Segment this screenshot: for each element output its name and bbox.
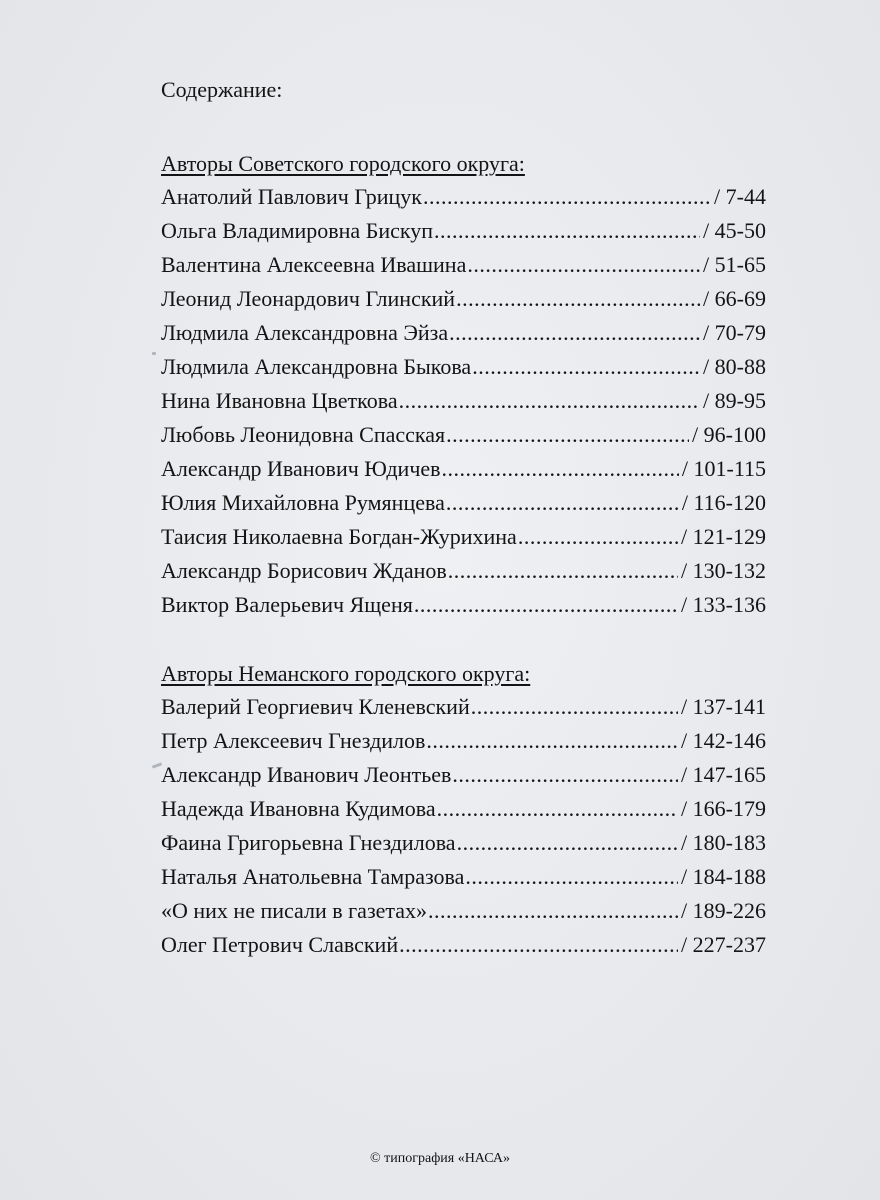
toc-entry xyxy=(161,418,766,452)
publisher-footer: © типография «НАСА» xyxy=(370,1151,510,1166)
toc-entry xyxy=(161,282,766,316)
entry-author-name: Ольга Владимировна Бискуп xyxy=(161,218,434,243)
entry-page-range: / 66-69 xyxy=(703,286,766,311)
toc-entry xyxy=(161,928,766,962)
entry-author-name: Валентина Алексеевна Ивашина xyxy=(161,252,467,277)
entry-page-range: / 116-120 xyxy=(681,490,766,515)
dot-leader xyxy=(449,316,700,350)
entry-author-name: Леонид Леонардович Глинский xyxy=(161,286,456,311)
toc-entry xyxy=(161,520,766,554)
dot-leader xyxy=(446,486,679,520)
entry-page-range: / 101-115 xyxy=(681,456,766,481)
entry-page-range: / 45-50 xyxy=(703,218,766,243)
entry-page-range: / 121-129 xyxy=(681,524,766,549)
entry-page-range: / 166-179 xyxy=(681,796,766,821)
entry-page-range: / 189-226 xyxy=(681,898,766,923)
entry-author-name: «О них не писали в газетах» xyxy=(161,898,428,923)
entry-author-name: Петр Алексеевич Гнездилов xyxy=(161,728,426,753)
dot-leader xyxy=(428,894,678,928)
entry-author-name: Александр Иванович Леонтьев xyxy=(161,762,452,787)
entry-author-name: Нина Ивановна Цветкова xyxy=(161,388,398,413)
entry-page-range: / 7-44 xyxy=(714,184,766,209)
entry-page-range: / 180-183 xyxy=(681,830,766,855)
toc-entry xyxy=(161,384,766,418)
dot-leader xyxy=(434,214,700,248)
dot-leader xyxy=(399,928,678,962)
entry-author-name: Надежда Ивановна Кудимова xyxy=(161,796,436,821)
entry-author-name: Олег Петрович Славский xyxy=(161,932,399,957)
toc-entry xyxy=(161,452,766,486)
entry-page-range: / 70-79 xyxy=(703,320,766,345)
entry-author-name: Анатолий Павлович Грицук xyxy=(161,184,422,209)
entry-page-range: / 51-65 xyxy=(703,252,766,277)
dot-leader xyxy=(446,418,689,452)
toc-entry xyxy=(161,690,766,724)
page-title: Содержание: xyxy=(161,77,283,102)
entry-page-range: / 147-165 xyxy=(681,762,766,787)
entry-author-name: Любовь Леонидовна Спасская xyxy=(161,422,446,447)
section-title: Авторы Неманского городского округа: xyxy=(161,661,531,686)
toc-entry xyxy=(161,350,766,384)
entry-author-name: Людмила Александровна Эйза xyxy=(161,320,449,345)
entry-author-name: Людмила Александровна Быкова xyxy=(161,354,472,379)
entry-author-name: Александр Иванович Юдичев xyxy=(161,456,441,481)
toc-entry xyxy=(161,248,766,282)
dot-leader xyxy=(426,724,678,758)
toc-section xyxy=(161,660,766,962)
entry-author-name: Александр Борисович Жданов xyxy=(161,558,447,583)
entry-page-range: / 130-132 xyxy=(681,558,766,583)
dot-leader xyxy=(471,690,678,724)
toc-entry xyxy=(161,316,766,350)
entry-page-range: / 89-95 xyxy=(703,388,766,413)
dot-leader xyxy=(465,860,678,894)
toc-entry xyxy=(161,826,766,860)
toc-section xyxy=(161,150,766,622)
scan-speck xyxy=(152,352,156,355)
entry-page-range: / 96-100 xyxy=(692,422,766,447)
toc-entry xyxy=(161,214,766,248)
dot-leader xyxy=(442,452,679,486)
entry-author-name: Валерий Георгиевич Кленевский xyxy=(161,694,470,719)
toc-entry xyxy=(161,180,766,214)
entry-author-name: Виктор Валерьевич Ященя xyxy=(161,592,413,617)
dot-leader xyxy=(472,350,700,384)
dot-leader xyxy=(467,248,700,282)
dot-leader xyxy=(399,384,700,418)
entry-author-name: Таисия Николаевна Богдан-Журихина xyxy=(161,524,517,549)
entry-page-range: / 184-188 xyxy=(681,864,766,889)
entry-page-range: / 142-146 xyxy=(681,728,766,753)
dot-leader xyxy=(452,758,678,792)
toc-entry xyxy=(161,724,766,758)
entry-page-range: / 133-136 xyxy=(681,592,766,617)
entry-author-name: Наталья Анатольевна Тамразова xyxy=(161,864,465,889)
dot-leader xyxy=(457,826,678,860)
toc-entry xyxy=(161,486,766,520)
toc-entry xyxy=(161,894,766,928)
entry-author-name: Юлия Михайловна Румянцева xyxy=(161,490,445,515)
toc-entry xyxy=(161,860,766,894)
entry-page-range: / 227-237 xyxy=(681,932,766,957)
toc-entry xyxy=(161,758,766,792)
toc-entry xyxy=(161,588,766,622)
entry-author-name: Фаина Григорьевна Гнездилова xyxy=(161,830,456,855)
entry-page-range: / 137-141 xyxy=(681,694,766,719)
toc-sections xyxy=(161,150,766,962)
dot-leader xyxy=(437,792,678,826)
entry-page-range: / 80-88 xyxy=(703,354,766,379)
dot-leader xyxy=(456,282,700,316)
toc-entry xyxy=(161,792,766,826)
toc-entry xyxy=(161,554,766,588)
dot-leader xyxy=(448,554,678,588)
dot-leader xyxy=(518,520,678,554)
table-of-contents xyxy=(161,76,766,1000)
dot-leader xyxy=(414,588,678,622)
dot-leader xyxy=(423,180,711,214)
section-title: Авторы Советского городского округа: xyxy=(161,151,525,176)
